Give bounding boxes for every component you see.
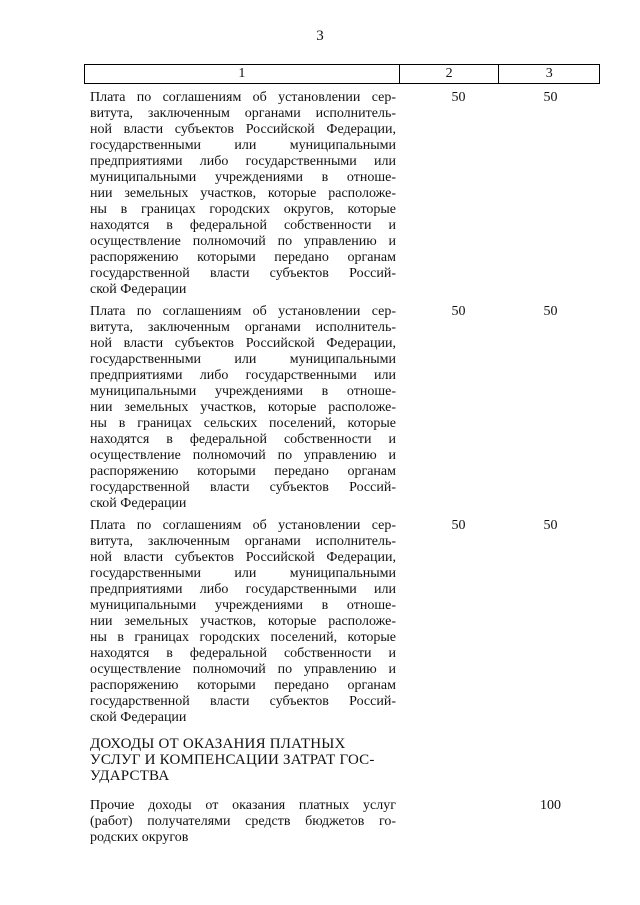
value-column-3: 50 <box>543 518 558 533</box>
text-line: нии земельных участков, которые расположе- <box>90 400 396 415</box>
value-column-3: 50 <box>543 304 558 319</box>
row-description <box>90 798 396 846</box>
column-header-3: 3 <box>545 66 553 81</box>
text-line: (работ) получателями средств бюджетов го- <box>90 814 396 829</box>
text-line: осуществление полномочий по управлению и <box>90 448 396 463</box>
text-line: предприятиями либо государственными или <box>90 582 396 597</box>
text-line: находятся в федеральной собственности и <box>90 646 396 661</box>
table-row <box>84 90 600 298</box>
text-line: находятся в федеральной собственности и <box>90 218 396 233</box>
text-line: ной власти субъектов Российской Федерации, <box>90 550 396 565</box>
text-line: находятся в федеральной собственности и <box>90 432 396 447</box>
text-line: распоряжению которыми передано органам <box>90 250 396 265</box>
text-line: ской Федерации <box>90 496 187 511</box>
value-column-2: 50 <box>451 518 466 533</box>
text-line: распоряжению которыми передано органам <box>90 678 396 693</box>
text-line: Прочие доходы от оказания платных услуг <box>90 798 396 813</box>
table-row <box>84 304 600 512</box>
text-line: предприятиями либо государственными или <box>90 368 396 383</box>
text-line: осуществление полномочий по управлению и <box>90 662 396 677</box>
text-line: Плата по соглашениям об установлении сер- <box>90 90 396 105</box>
text-line: муниципальными учреждениями в отноше- <box>90 598 396 613</box>
text-line: государственными или муниципальными <box>90 566 396 581</box>
value-column-3: 100 <box>540 798 561 813</box>
value-column-2: 50 <box>451 304 466 319</box>
column-header-2: 2 <box>400 65 500 83</box>
text-line: УДАРСТВА <box>90 768 170 784</box>
text-line: ны в границах городских поселений, которые <box>90 630 396 645</box>
text-line: распоряжению которыми передано органам <box>90 464 396 479</box>
text-line: нии земельных участков, которые расположе- <box>90 186 396 201</box>
value-column-2 <box>416 798 501 846</box>
text-line: государственными или муниципальными <box>90 138 396 153</box>
text-line: ной власти субъектов Российской Федерации, <box>90 336 396 351</box>
table-header-row <box>84 64 600 84</box>
text-line: Плата по соглашениям об установлении сер- <box>90 518 396 533</box>
text-line: Плата по соглашениям об установлении сер- <box>90 304 396 319</box>
text-line: нии земельных участков, которые расположе- <box>90 614 396 629</box>
row-description <box>90 518 396 726</box>
text-line: ной власти субъектов Российской Федерации, <box>90 122 396 137</box>
text-line: государственными или муниципальными <box>90 352 396 367</box>
row-description <box>90 90 396 298</box>
column-header-1: 1 <box>85 65 400 83</box>
text-line: осуществление полномочий по управлению и <box>90 234 396 249</box>
text-line: УСЛУГ И КОМПЕНСАЦИИ ЗАТРАТ ГОС- <box>90 752 375 768</box>
section-heading <box>84 736 600 784</box>
text-line: государственной власти субъектов Россий- <box>90 266 396 281</box>
text-line: предприятиями либо государственными или <box>90 154 396 169</box>
text-line: витута, заключенным органами исполнитель- <box>90 320 396 335</box>
text-line: ны в границах сельских поселений, которые <box>90 416 396 431</box>
page-number: 3 <box>316 28 324 44</box>
text-line: муниципальными учреждениями в отноше- <box>90 384 396 399</box>
row-description <box>90 304 396 512</box>
value-column-2: 50 <box>451 90 466 105</box>
text-line: витута, заключенным органами исполнитель- <box>90 106 396 121</box>
text-line: государственной власти субъектов Россий- <box>90 480 396 495</box>
text-line: ской Федерации <box>90 282 187 297</box>
table-row <box>84 518 600 726</box>
revenue-table <box>84 64 600 846</box>
text-line: ны в границах городских округов, которые <box>90 202 396 217</box>
text-line: родских округов <box>90 830 189 845</box>
section-heading-text <box>90 736 396 784</box>
text-line: ДОХОДЫ ОТ ОКАЗАНИЯ ПЛАТНЫХ <box>90 736 346 752</box>
table-row <box>84 798 600 846</box>
text-line: государственной власти субъектов Россий- <box>90 694 396 709</box>
text-line: витута, заключенным органами исполнитель- <box>90 534 396 549</box>
value-column-3: 50 <box>543 90 558 105</box>
text-line: муниципальными учреждениями в отноше- <box>90 170 396 185</box>
text-line: ской Федерации <box>90 710 187 725</box>
